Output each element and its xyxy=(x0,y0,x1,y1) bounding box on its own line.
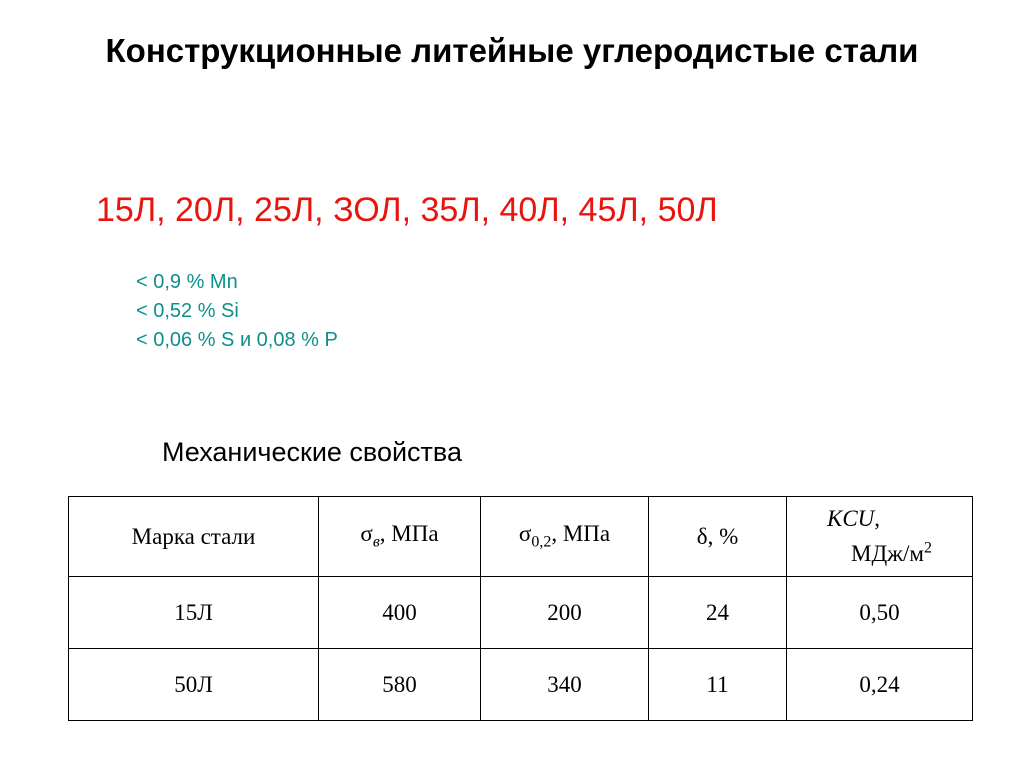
cell-elongation: 11 xyxy=(649,649,787,721)
page-title: Конструкционные литейные углеродистые стали xyxy=(105,32,919,69)
cell-yield-strength: 200 xyxy=(481,577,649,649)
cell-yield-strength: 340 xyxy=(481,649,649,721)
composition-manganese: < 0,9 % Mn xyxy=(136,271,238,293)
mechanical-properties-table xyxy=(68,496,973,721)
cell-tensile-strength: 400 xyxy=(319,577,481,649)
steel-grades-list: 15Л, 20Л, 25Л, ЗОЛ, 35Л, 40Л, 45Л, 50Л xyxy=(96,191,718,229)
header-impact-toughness: KCU, МДж/$м^2$ xyxy=(787,497,973,577)
cell-impact-toughness: 0,24 xyxy=(787,649,973,721)
header-yield-strength: $\sigma_{0,2}$, МПа xyxy=(481,497,649,577)
cell-elongation: 24 xyxy=(649,577,787,649)
header-elongation: δ, % xyxy=(649,497,787,577)
cell-tensile-strength: 580 xyxy=(319,649,481,721)
header-tensile-strength: $\sigma_в$, МПа xyxy=(319,497,481,577)
table-row xyxy=(69,577,973,649)
composition-limits xyxy=(136,268,636,355)
composition-silicon: < 0,52 % Si xyxy=(136,300,239,322)
table-header-row xyxy=(69,497,973,577)
cell-grade: 15Л xyxy=(69,577,319,649)
table-row xyxy=(69,649,973,721)
cell-grade: 50Л xyxy=(69,649,319,721)
header-grade: Марка стали xyxy=(69,497,319,577)
properties-heading: Механические свойства xyxy=(162,437,462,467)
cell-impact-toughness: 0,50 xyxy=(787,577,973,649)
composition-sulfur-phosphorus: < 0,06 % S и 0,08 % P xyxy=(136,329,338,351)
